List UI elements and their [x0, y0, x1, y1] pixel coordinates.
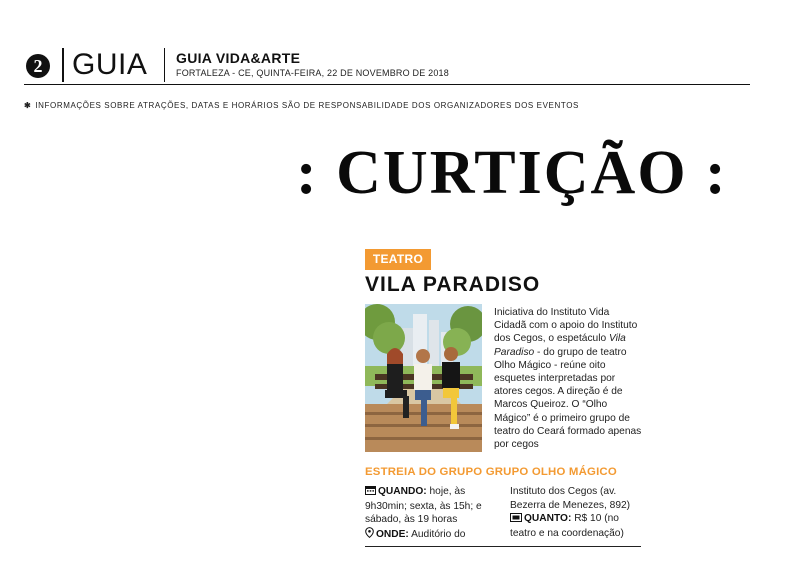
event-photo [365, 304, 482, 452]
category-tag: TEATRO [365, 249, 431, 270]
where-text: Auditório do [408, 528, 466, 540]
when-label: QUANDO: [378, 486, 427, 497]
page-header [24, 46, 749, 84]
event-subtitle: ESTREIA DO GRUPO GRUPO OLHO MÁGICO [365, 466, 617, 478]
when-text: hoje, às 9h30min; sexta, às 15h; e sábado, às 19 horas [365, 486, 482, 526]
header-rule [24, 84, 750, 85]
event-info-left [365, 485, 495, 542]
where-text-continued: Instituto dos Cegos (av. Bezerra de Menezes, 892) [510, 486, 631, 511]
ticket-icon [510, 513, 522, 527]
event-title: VILA PARADISO [365, 273, 541, 296]
page-number: 2 [26, 54, 50, 78]
description-text [494, 306, 644, 451]
brand-title: GUIA [72, 48, 148, 81]
price-label: QUANTO: [524, 513, 572, 525]
asterisk-icon: ✱ [24, 101, 32, 110]
event-info-right [510, 485, 645, 540]
disclaimer-text: INFORMAÇÕES SOBRE ATRAÇÕES, DATAS E HORÁRIOS SÃO DE RESPONSABILIDADE DOS ORGANIZADORES DOS EVENTOS [35, 101, 579, 110]
calendar-icon [365, 485, 376, 500]
description-part-2: - do grupo de teatro Olho Mágico - reúne oito esquetes interpretadas por atores cegos. A direção é de Marcos Queiroz. O “Olho Mágico” é o primeiro grupo de teatro do Ceará formado apenas por cegos [494, 346, 642, 451]
price-text: R$ 10 (no teatro e na coordenação) [510, 513, 624, 539]
disclaimer [24, 101, 579, 110]
description-italic: Vila Paradiso [494, 333, 626, 358]
event-description [494, 306, 644, 451]
header-divider-thin [164, 48, 165, 82]
section-title: GUIA VIDA&ARTE [176, 50, 301, 66]
where-label: ONDE: [376, 528, 409, 540]
location-pin-icon [365, 527, 374, 543]
description-part-1: Iniciativa do Instituto Vida Cidadã com o apoio do Instituto dos Cegos, o espetáculo [494, 307, 638, 345]
dateline: FORTALEZA - CE, QUINTA-FEIRA, 22 DE NOVEMBRO DE 2018 [176, 68, 449, 78]
article-bottom-rule [365, 546, 641, 547]
page-title: : CURTIÇÃO : [296, 139, 728, 207]
header-divider [62, 48, 64, 82]
